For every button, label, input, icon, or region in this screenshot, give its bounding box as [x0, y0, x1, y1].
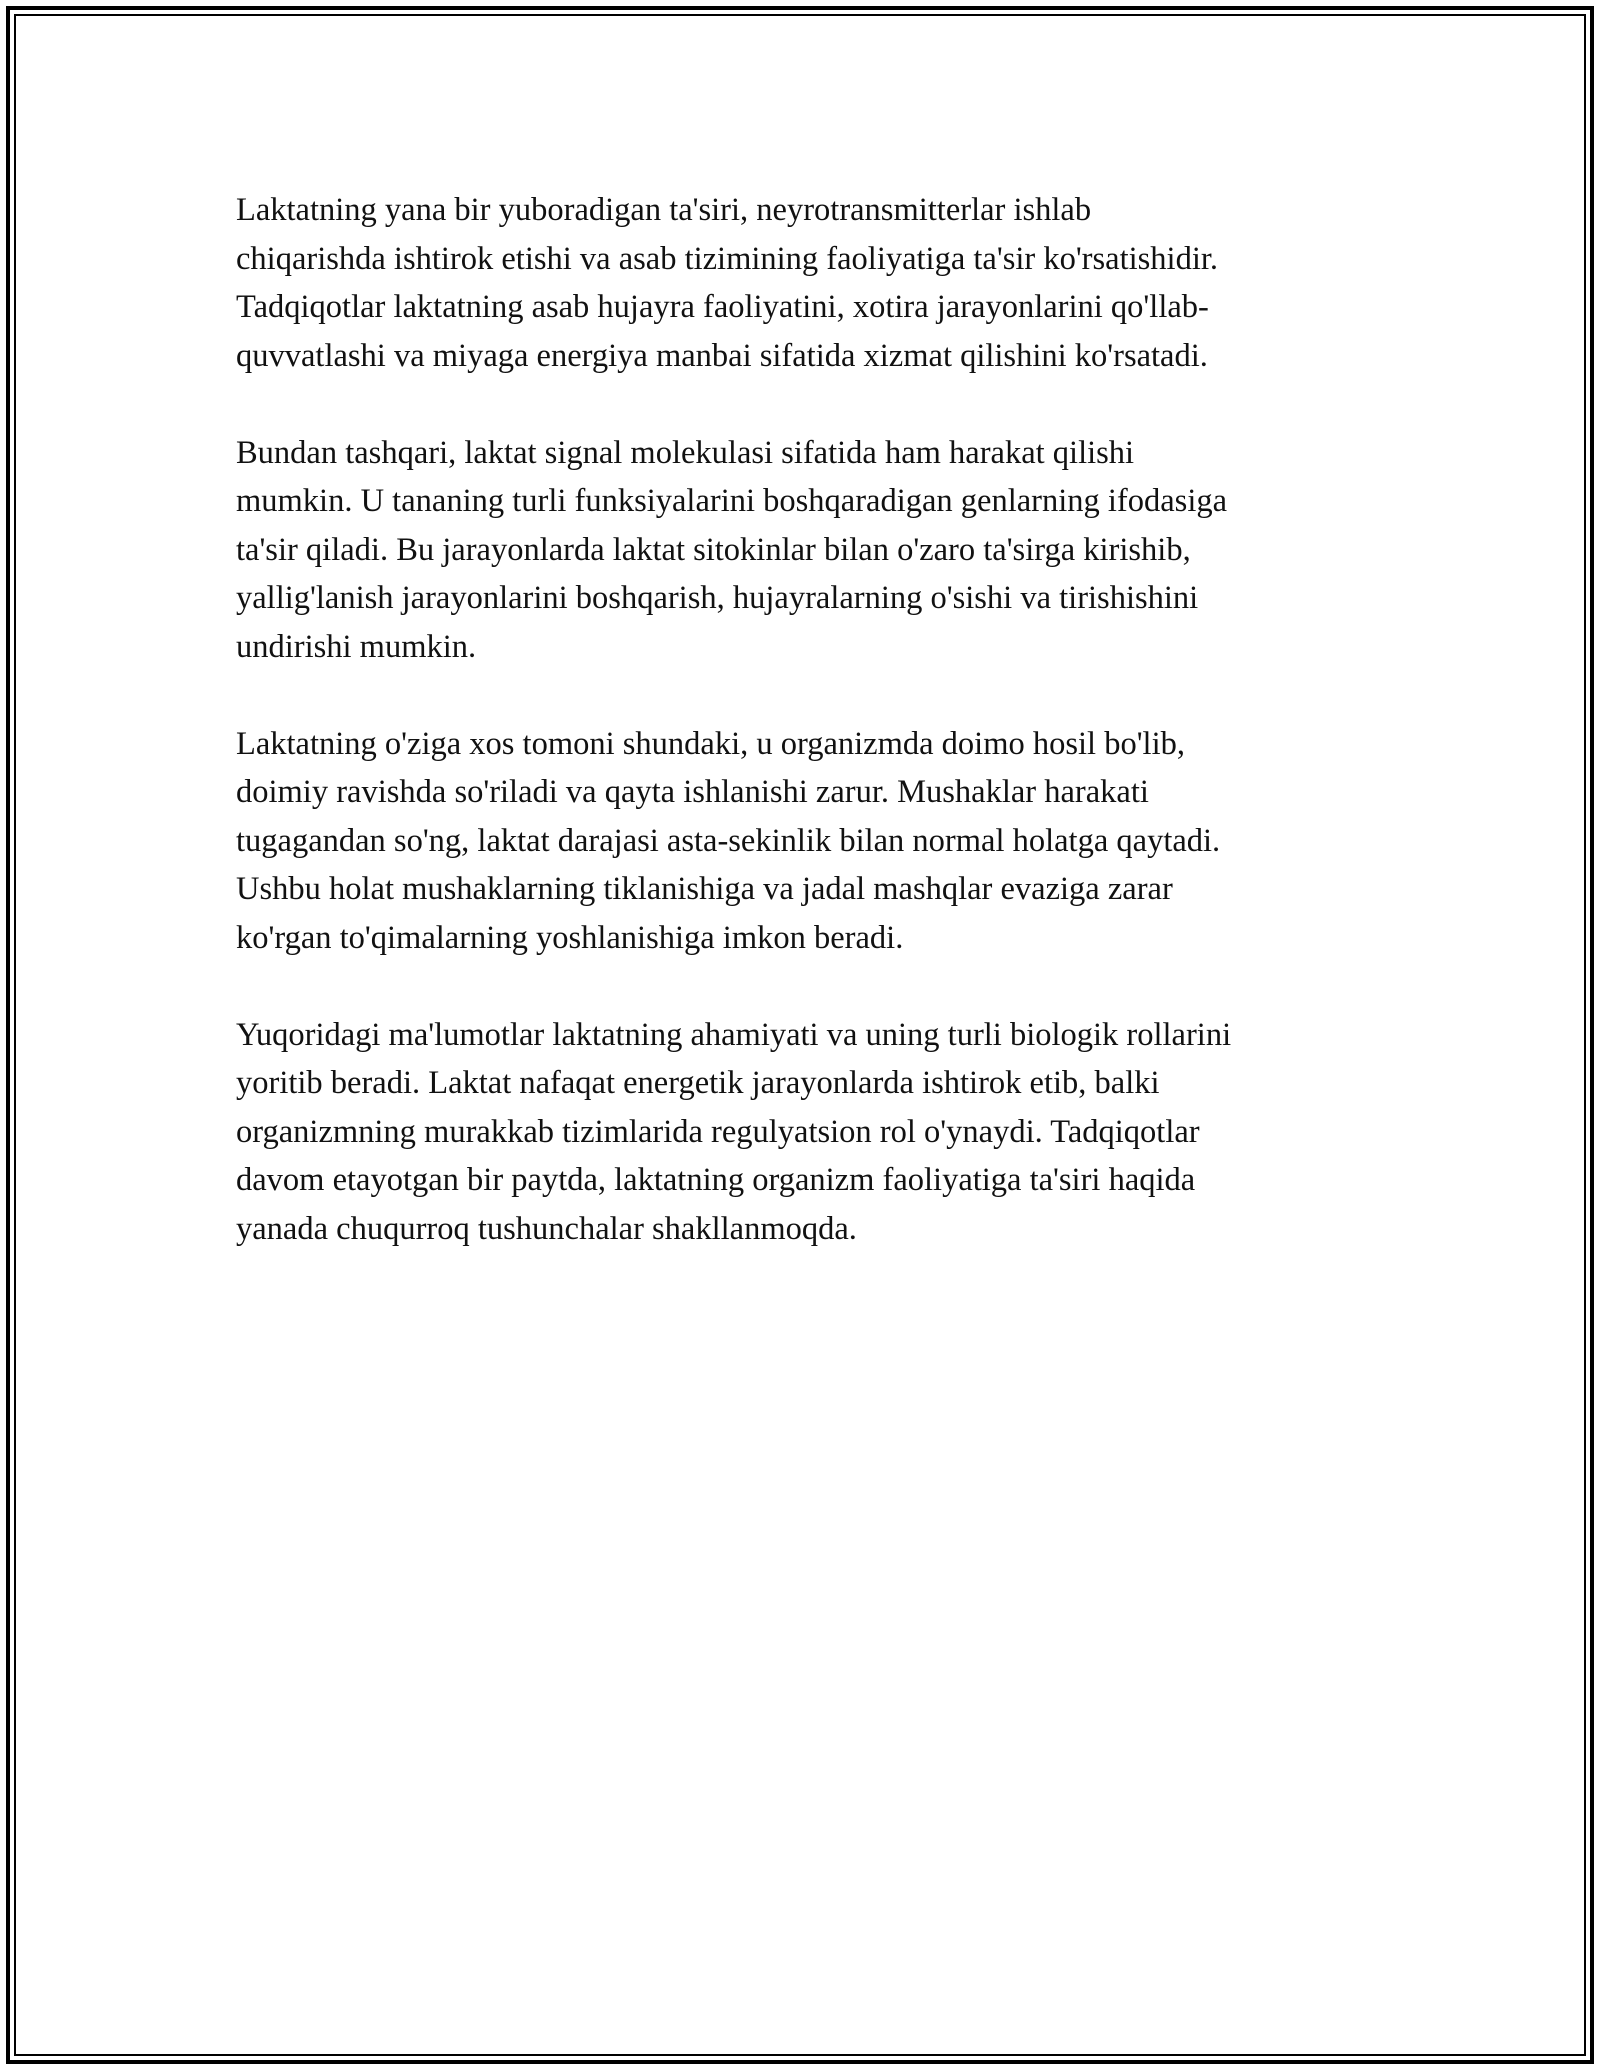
document-body [236, 186, 1386, 1302]
paragraph-4: Yuqoridagi ma'lumotlar laktatning ahamiyati va uning turli biologik rollarini yoritib beradi. Laktat nafaqat energetik jarayonlarda ishtirok etib, balki organizmning murakkab tizimlarida regulyatsion rol o'ynaydi. Tadqiqotlar davom etayotgan bir paytda, laktatning organizm faoliyatiga ta'siri haqida yanada chuqurroq tushunchalar shakllanmoqda. [236, 1016, 1232, 1247]
paragraph-1: Laktatning yana bir yuboradigan ta'siri, neyrotransmitterlar ishlab chiqarishda ishtirok etishi va asab tizimining faoliyatiga ta'sir ko'rsatishidir. Tadqiqotlar laktatning asab hujayra faoliyatini, xotira jarayonlarini qo'llab- quvvatlashi va miyaga energiya manbai sifatida xizmat qilishini ko'rsatadi. [236, 192, 1218, 374]
paragraph-2: Bundan tashqari, laktat signal molekulasi sifatida ham harakat qilishi mumkin. U tananing turli funksiyalarini boshqaradigan genlarning ifodasiga ta'sir qiladi. Bu jarayonlarda laktat sitokinlar bilan o'zaro ta'sirga kirishib, yallig'lanish jarayonlarini boshqarish, hujayralarning o'sishi va tirishishini undirishi mumkin. [236, 434, 1228, 665]
paragraph-3: Laktatning o'ziga xos tomoni shundaki, u organizmda doimo hosil bo'lib, doimiy ravishda so'riladi va qayta ishlanishi zarur. Mushaklar harakati tugagandan so'ng, laktat darajasi asta-sekinlik bilan normal holatga qaytadi. Ushbu holat mushaklarning tiklanishiga va jadal mashqlar evaziga zarar ko'rgan to'qimalarning yoshlanishiga imkon beradi. [236, 725, 1221, 956]
